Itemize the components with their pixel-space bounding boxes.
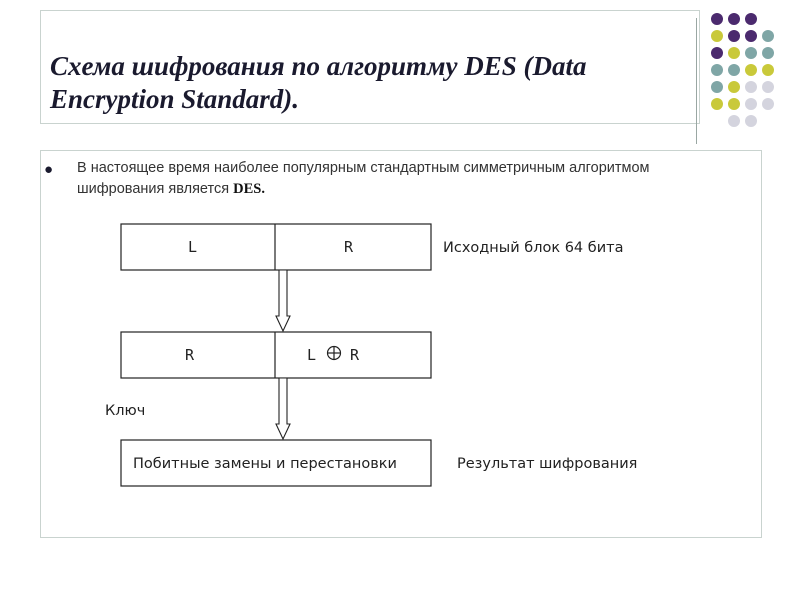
round-block-xor-left: L xyxy=(307,346,317,364)
initial-block-right-label: R xyxy=(344,238,354,256)
bullet-dot: ● xyxy=(44,162,54,178)
initial-block-left-label: L xyxy=(188,238,198,256)
down-arrow-icon xyxy=(276,378,290,439)
down-arrow-icon xyxy=(276,270,290,331)
round-block-left-label: R xyxy=(185,346,195,364)
bullet-text: В настоящее время наиболее популярным стандартным симметричным алгоритмом шифрования является xyxy=(77,160,650,197)
xor-icon xyxy=(328,347,341,360)
round-block-box xyxy=(121,332,431,378)
result-caption: Результат шифрования xyxy=(457,456,638,472)
bullet-bold-text: DES. xyxy=(233,181,265,197)
slide-title: Схема шифрования по алгоритму DES (Data Encryption Standard). xyxy=(50,51,587,114)
key-label: Ключ xyxy=(105,403,146,419)
initial-block-caption: Исходный блок 64 бита xyxy=(443,240,624,256)
initial-block-box xyxy=(121,224,431,270)
round-block-xor-right: R xyxy=(350,346,360,364)
substitution-block-label: Побитные замены и перестановки xyxy=(133,456,397,472)
